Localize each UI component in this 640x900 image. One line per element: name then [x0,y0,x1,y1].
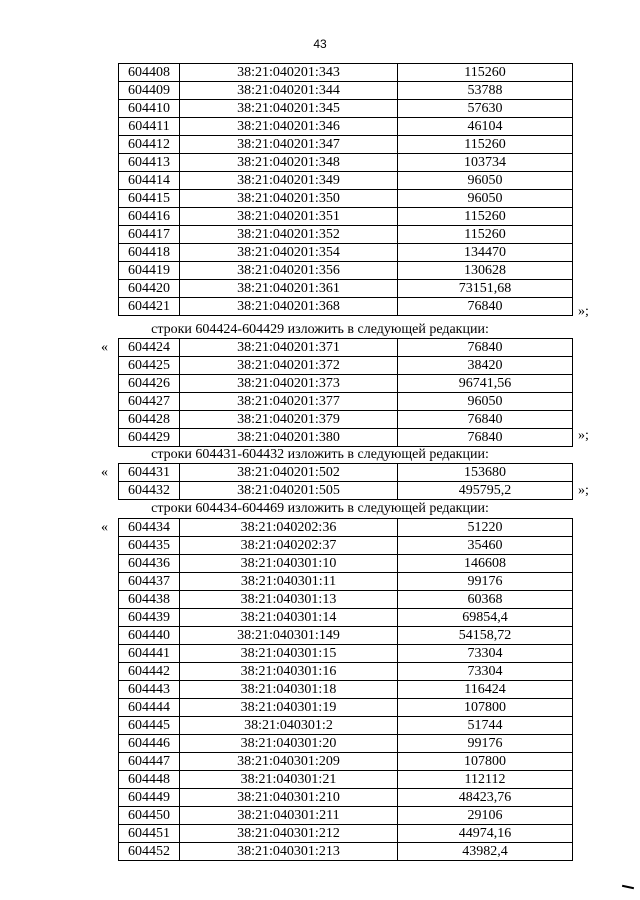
value-cell: 73304 [398,663,573,681]
table-row [119,681,573,699]
table-row [119,645,573,663]
table-row [119,663,573,681]
row-number-cell: 604441 [119,645,180,663]
row-number-cell: 604452 [119,843,180,861]
table-section-3 [118,463,573,500]
table-row [119,609,573,627]
cadastral-number-cell: 38:21:040201:371 [180,339,398,357]
cadastral-number-cell: 38:21:040301:210 [180,789,398,807]
row-number-cell: 604416 [119,208,180,226]
cadastral-number-cell: 38:21:040301:211 [180,807,398,825]
row-number-cell: 604451 [119,825,180,843]
row-number-cell: 604440 [119,627,180,645]
closing-quote-2: »; [578,428,589,443]
value-cell: 51220 [398,519,573,537]
table-section-4 [118,518,573,861]
row-number-cell: 604419 [119,262,180,280]
value-cell: 46104 [398,118,573,136]
value-cell: 35460 [398,537,573,555]
cadastral-number-cell: 38:21:040201:349 [180,172,398,190]
table-row [119,717,573,735]
value-cell: 29106 [398,807,573,825]
value-cell: 43982,4 [398,843,573,861]
value-cell: 99176 [398,573,573,591]
cadastral-number-cell: 38:21:040301:11 [180,573,398,591]
table-row [119,537,573,555]
table-row [119,262,573,280]
value-cell: 107800 [398,699,573,717]
cadastral-number-cell: 38:21:040201:356 [180,262,398,280]
cadastral-number-cell: 38:21:040201:377 [180,393,398,411]
cadastral-number-cell: 38:21:040301:13 [180,591,398,609]
row-number-cell: 604411 [119,118,180,136]
closing-quote-3: »; [578,483,589,498]
row-number-cell: 604428 [119,411,180,429]
cadastral-number-cell: 38:21:040201:343 [180,64,398,82]
row-number-cell: 604437 [119,573,180,591]
table-row [119,339,573,357]
cadastral-number-cell: 38:21:040301:2 [180,717,398,735]
table-row [119,807,573,825]
table-row [119,375,573,393]
value-cell: 73304 [398,645,573,663]
value-cell: 115260 [398,64,573,82]
table-row [119,753,573,771]
value-cell: 495795,2 [398,482,573,500]
table-row [119,464,573,482]
cadastral-number-cell: 38:21:040301:10 [180,555,398,573]
row-number-cell: 604432 [119,482,180,500]
cadastral-number-cell: 38:21:040201:373 [180,375,398,393]
row-number-cell: 604427 [119,393,180,411]
cadastral-number-cell: 38:21:040201:350 [180,190,398,208]
table-row [119,208,573,226]
cadastral-number-cell: 38:21:040201:345 [180,100,398,118]
row-number-cell: 604415 [119,190,180,208]
value-cell: 76840 [398,339,573,357]
table-section-1 [118,63,573,316]
instruction-line-3: строки 604431-604432 изложить в следующей редакции: [151,447,489,462]
value-cell: 69854,4 [398,609,573,627]
value-cell: 96050 [398,172,573,190]
row-number-cell: 604436 [119,555,180,573]
row-number-cell: 604429 [119,429,180,447]
table-row [119,190,573,208]
cadastral-number-cell: 38:21:040301:213 [180,843,398,861]
value-cell: 115260 [398,226,573,244]
cadastral-number-cell: 38:21:040201:505 [180,482,398,500]
table-row [119,699,573,717]
row-number-cell: 604447 [119,753,180,771]
row-number-cell: 604449 [119,789,180,807]
opening-quote-4: « [101,520,108,535]
opening-quote-3: « [101,465,108,480]
table-row [119,825,573,843]
table-row [119,172,573,190]
row-number-cell: 604420 [119,280,180,298]
value-cell: 130628 [398,262,573,280]
value-cell: 38420 [398,357,573,375]
closing-quote-1: »; [578,304,589,319]
table-row [119,357,573,375]
value-cell: 76840 [398,298,573,316]
instruction-line-4: строки 604434-604469 изложить в следующей редакции: [151,501,489,516]
cadastral-number-cell: 38:21:040201:368 [180,298,398,316]
cadastral-number-cell: 38:21:040301:212 [180,825,398,843]
row-number-cell: 604413 [119,154,180,172]
value-cell: 76840 [398,429,573,447]
value-cell: 107800 [398,753,573,771]
table-row [119,118,573,136]
value-cell: 51744 [398,717,573,735]
value-cell: 134470 [398,244,573,262]
cadastral-number-cell: 38:21:040201:354 [180,244,398,262]
row-number-cell: 604410 [119,100,180,118]
table-row [119,393,573,411]
table-row [119,244,573,262]
page-number: 43 [313,37,327,51]
value-cell: 115260 [398,208,573,226]
value-cell: 96741,56 [398,375,573,393]
cadastral-number-cell: 38:21:040201:380 [180,429,398,447]
value-cell: 53788 [398,82,573,100]
row-number-cell: 604435 [119,537,180,555]
cadastral-number-cell: 38:21:040201:348 [180,154,398,172]
row-number-cell: 604443 [119,681,180,699]
value-cell: 153680 [398,464,573,482]
value-cell: 54158,72 [398,627,573,645]
table-row [119,555,573,573]
table-row [119,64,573,82]
row-number-cell: 604414 [119,172,180,190]
table-row [119,591,573,609]
value-cell: 96050 [398,190,573,208]
cadastral-number-cell: 38:21:040301:16 [180,663,398,681]
table-row [119,280,573,298]
table-row [119,482,573,500]
table-row [119,573,573,591]
row-number-cell: 604418 [119,244,180,262]
value-cell: 57630 [398,100,573,118]
row-number-cell: 604417 [119,226,180,244]
cadastral-number-cell: 38:21:040301:19 [180,699,398,717]
row-number-cell: 604444 [119,699,180,717]
cadastral-number-cell: 38:21:040201:361 [180,280,398,298]
row-number-cell: 604434 [119,519,180,537]
value-cell: 146608 [398,555,573,573]
row-number-cell: 604431 [119,464,180,482]
cadastral-number-cell: 38:21:040301:14 [180,609,398,627]
row-number-cell: 604446 [119,735,180,753]
table-row [119,735,573,753]
opening-quote-2: « [101,340,108,355]
cadastral-number-cell: 38:21:040201:351 [180,208,398,226]
cadastral-number-cell: 38:21:040201:372 [180,357,398,375]
cadastral-number-cell: 38:21:040201:352 [180,226,398,244]
row-number-cell: 604445 [119,717,180,735]
table-row [119,843,573,861]
row-number-cell: 604438 [119,591,180,609]
table-row [119,82,573,100]
value-cell: 76840 [398,411,573,429]
row-number-cell: 604412 [119,136,180,154]
table-row [119,627,573,645]
cadastral-number-cell: 38:21:040301:21 [180,771,398,789]
value-cell: 99176 [398,735,573,753]
table-row [119,519,573,537]
table-row [119,226,573,244]
cadastral-number-cell: 38:21:040201:344 [180,82,398,100]
table-row [119,771,573,789]
value-cell: 48423,76 [398,789,573,807]
stray-pen-mark [622,885,634,889]
row-number-cell: 604425 [119,357,180,375]
cadastral-number-cell: 38:21:040301:20 [180,735,398,753]
table-row [119,298,573,316]
value-cell: 73151,68 [398,280,573,298]
row-number-cell: 604408 [119,64,180,82]
cadastral-number-cell: 38:21:040301:209 [180,753,398,771]
value-cell: 60368 [398,591,573,609]
cadastral-number-cell: 38:21:040201:347 [180,136,398,154]
instruction-line-2: строки 604424-604429 изложить в следующей редакции: [151,322,489,337]
row-number-cell: 604426 [119,375,180,393]
row-number-cell: 604442 [119,663,180,681]
value-cell: 116424 [398,681,573,699]
value-cell: 44974,16 [398,825,573,843]
row-number-cell: 604439 [119,609,180,627]
cadastral-number-cell: 38:21:040301:149 [180,627,398,645]
value-cell: 115260 [398,136,573,154]
cadastral-number-cell: 38:21:040201:502 [180,464,398,482]
table-row [119,154,573,172]
table-row [119,429,573,447]
cadastral-number-cell: 38:21:040201:379 [180,411,398,429]
value-cell: 96050 [398,393,573,411]
table-row [119,789,573,807]
table-row [119,100,573,118]
cadastral-number-cell: 38:21:040301:18 [180,681,398,699]
cadastral-number-cell: 38:21:040202:37 [180,537,398,555]
row-number-cell: 604450 [119,807,180,825]
cadastral-number-cell: 38:21:040201:346 [180,118,398,136]
cadastral-number-cell: 38:21:040202:36 [180,519,398,537]
table-section-2 [118,338,573,447]
cadastral-number-cell: 38:21:040301:15 [180,645,398,663]
value-cell: 103734 [398,154,573,172]
row-number-cell: 604409 [119,82,180,100]
row-number-cell: 604421 [119,298,180,316]
row-number-cell: 604424 [119,339,180,357]
value-cell: 112112 [398,771,573,789]
row-number-cell: 604448 [119,771,180,789]
table-row [119,136,573,154]
table-row [119,411,573,429]
